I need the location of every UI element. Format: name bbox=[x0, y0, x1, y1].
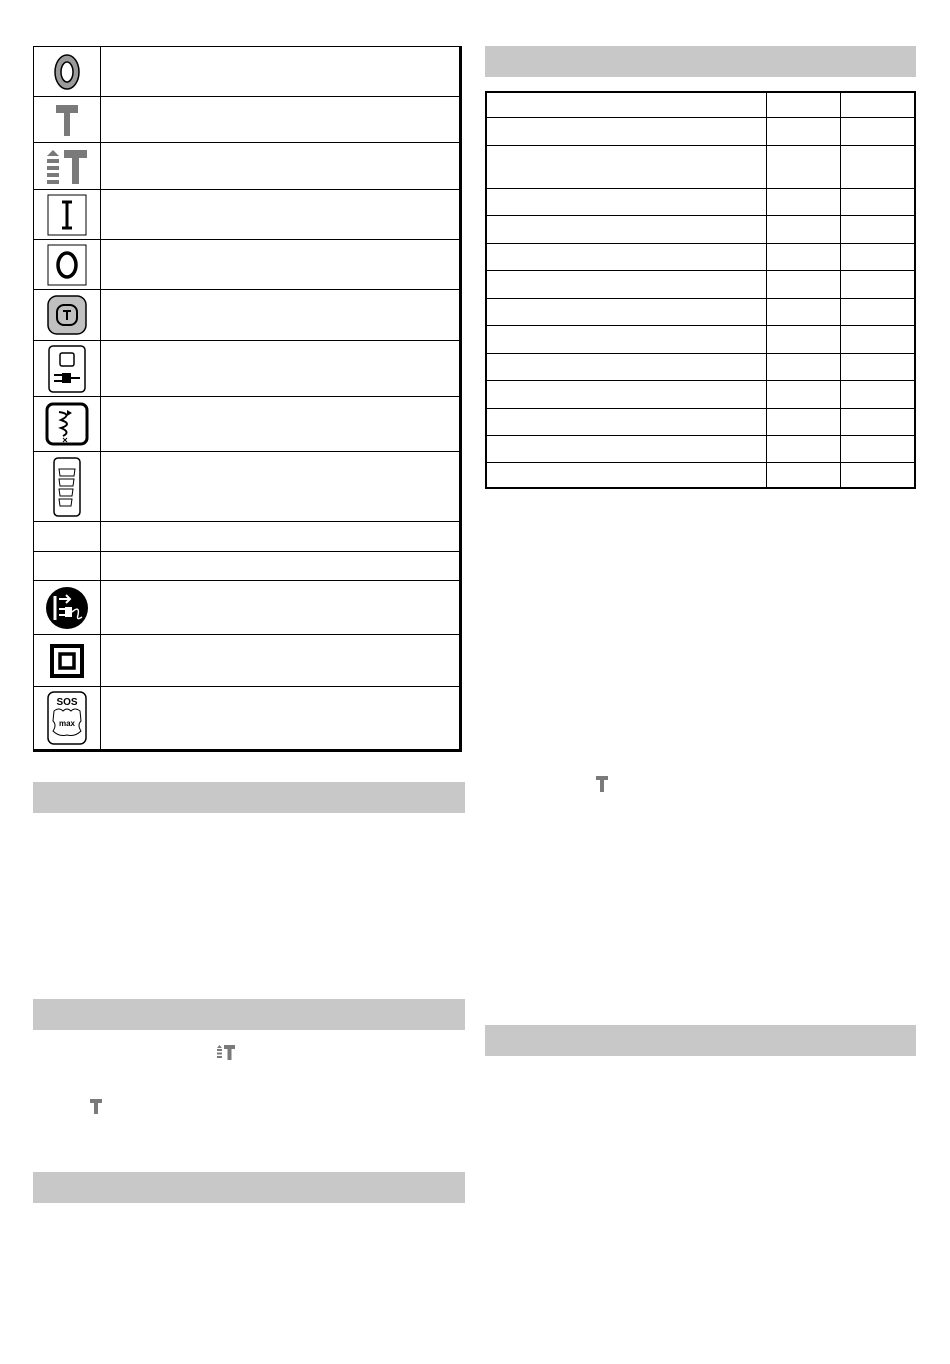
rotation-reverse-icon bbox=[34, 290, 101, 341]
drill-bit-rotation-icon bbox=[34, 397, 101, 452]
table-cell bbox=[841, 408, 916, 435]
speed-level-icon bbox=[34, 452, 101, 522]
double-insulation-icon bbox=[34, 635, 101, 687]
symbol-row bbox=[34, 687, 461, 751]
table-cell bbox=[767, 243, 841, 270]
symbol-label bbox=[100, 552, 460, 581]
table-cell bbox=[841, 462, 916, 488]
off-switch-icon bbox=[34, 240, 101, 290]
table-cell bbox=[841, 117, 916, 145]
table-row bbox=[486, 325, 915, 353]
table-cell bbox=[841, 243, 916, 270]
symbol-label bbox=[100, 97, 460, 143]
table-cell bbox=[486, 325, 767, 353]
table-row bbox=[486, 243, 915, 270]
table-cell bbox=[767, 325, 841, 353]
symbol-label bbox=[100, 452, 460, 522]
table-row bbox=[486, 117, 915, 145]
table-cell bbox=[486, 145, 767, 188]
symbol-row bbox=[34, 290, 461, 341]
symbol-label bbox=[100, 341, 460, 397]
symbol-row bbox=[34, 552, 461, 581]
table-cell bbox=[767, 270, 841, 298]
symbol-label bbox=[100, 397, 460, 452]
symbol-row bbox=[34, 581, 461, 635]
table-cell bbox=[486, 215, 767, 243]
symbol-row bbox=[34, 341, 461, 397]
table-cell bbox=[767, 353, 841, 380]
symbol-row bbox=[34, 522, 461, 552]
unplug-before-service-icon bbox=[34, 581, 101, 635]
table-cell bbox=[841, 325, 916, 353]
symbol-row bbox=[34, 452, 461, 522]
table-cell bbox=[486, 353, 767, 380]
table-row bbox=[486, 92, 915, 117]
drill-hammer-mode-icon bbox=[217, 1044, 235, 1066]
symbol-row bbox=[34, 190, 461, 240]
table-cell bbox=[486, 462, 767, 488]
table-row bbox=[486, 462, 915, 488]
table-cell bbox=[486, 408, 767, 435]
hammer-mode-icon bbox=[90, 1098, 102, 1120]
hammer-mode-icon bbox=[34, 97, 101, 143]
symbol-table bbox=[33, 46, 462, 752]
power-plug-icon bbox=[34, 341, 101, 397]
table-cell bbox=[486, 117, 767, 145]
table-cell bbox=[486, 270, 767, 298]
table-cell bbox=[486, 188, 767, 215]
symbol-row bbox=[34, 397, 461, 452]
hammer-mode-icon bbox=[596, 775, 608, 798]
symbol-row bbox=[34, 635, 461, 687]
table-cell bbox=[767, 380, 841, 408]
section-header-bar bbox=[33, 782, 465, 813]
table-cell bbox=[841, 435, 916, 462]
table-cell bbox=[486, 298, 767, 325]
table-cell bbox=[841, 353, 916, 380]
section-header-bar bbox=[33, 1172, 465, 1203]
symbol-cell-empty bbox=[34, 552, 101, 581]
section-header-bar bbox=[485, 1025, 916, 1056]
symbol-label bbox=[100, 581, 460, 635]
table-cell bbox=[767, 462, 841, 488]
table-cell bbox=[841, 188, 916, 215]
symbol-row bbox=[34, 143, 461, 190]
table-cell bbox=[841, 92, 916, 117]
table-cell bbox=[486, 92, 767, 117]
table-row bbox=[486, 270, 915, 298]
table-cell bbox=[486, 435, 767, 462]
table-cell bbox=[486, 243, 767, 270]
table-row bbox=[486, 408, 915, 435]
table-cell bbox=[486, 380, 767, 408]
symbol-label bbox=[100, 240, 460, 290]
table-row bbox=[486, 353, 915, 380]
symbol-label bbox=[100, 290, 460, 341]
sos-max-shank-icon bbox=[34, 687, 101, 751]
table-row bbox=[486, 435, 915, 462]
table-cell bbox=[841, 380, 916, 408]
symbol-label bbox=[100, 143, 460, 190]
table-cell bbox=[767, 188, 841, 215]
table-cell bbox=[767, 215, 841, 243]
table-cell bbox=[841, 270, 916, 298]
symbol-label bbox=[100, 687, 460, 751]
symbol-label bbox=[100, 522, 460, 552]
table-cell bbox=[767, 145, 841, 188]
drill-hammer-mode-icon bbox=[34, 143, 101, 190]
symbol-label bbox=[100, 190, 460, 240]
table-cell bbox=[767, 92, 841, 117]
table-row bbox=[486, 145, 915, 188]
svg-text:SOS: SOS bbox=[56, 697, 78, 708]
section-header-bar bbox=[33, 999, 465, 1030]
table-cell bbox=[767, 298, 841, 325]
table-row bbox=[486, 188, 915, 215]
table-cell bbox=[767, 117, 841, 145]
symbol-row bbox=[34, 47, 461, 97]
symbol-cell-empty bbox=[34, 522, 101, 552]
table-cell bbox=[767, 408, 841, 435]
flat-washer-icon bbox=[34, 47, 101, 97]
table-row bbox=[486, 215, 915, 243]
on-switch-icon bbox=[34, 190, 101, 240]
table-cell bbox=[767, 435, 841, 462]
table-cell bbox=[841, 298, 916, 325]
table-row bbox=[486, 380, 915, 408]
section-header-bar bbox=[485, 46, 916, 77]
symbol-label bbox=[100, 47, 460, 97]
symbol-row bbox=[34, 240, 461, 290]
spec-table bbox=[485, 91, 916, 489]
symbol-row bbox=[34, 97, 461, 143]
table-cell bbox=[841, 145, 916, 188]
table-row bbox=[486, 298, 915, 325]
table-cell bbox=[841, 215, 916, 243]
symbol-label bbox=[100, 635, 460, 687]
svg-text:max: max bbox=[58, 719, 75, 728]
